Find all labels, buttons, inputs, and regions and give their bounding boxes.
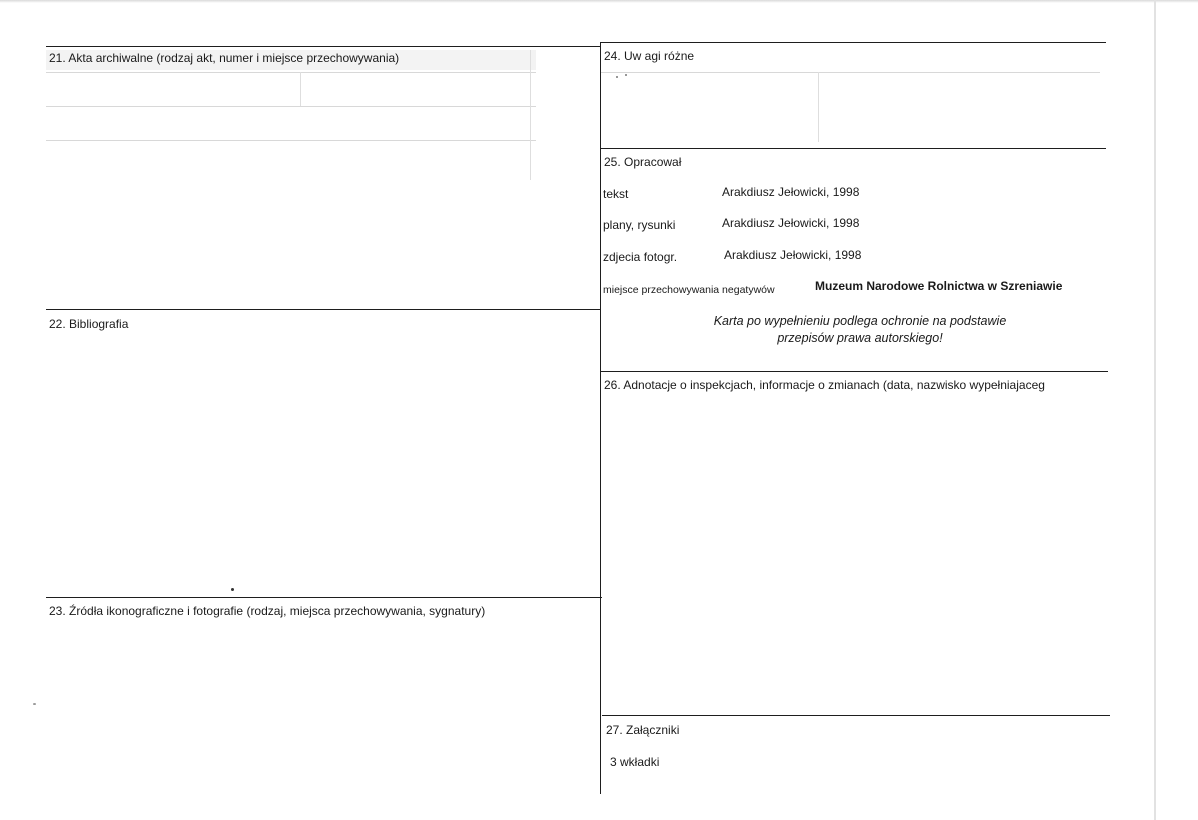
rule-top-left [46,46,600,47]
bleed-through-line [600,72,1100,73]
section-25-label: 25. Opracował [604,155,682,169]
scan-speck [616,76,618,78]
bleed-through-vline [300,72,301,106]
scan-top-edge [0,0,1198,3]
section-23-label: 23. Źródła ikonograficzne i fotografie (rodzaj, miejsca przechowywania, sygnatury) [49,604,486,618]
bleed-through-vline [530,50,531,180]
rule-26 [600,371,1108,372]
copyright-notice-line-1: Karta po wypełnieniu podlega ochronie na podstawie [713,314,1007,328]
section-24-label: 24. Uw agi różne [604,49,695,63]
scan-speck [231,588,234,591]
rule-top-right [600,42,1106,43]
section-22-label: 22. Bibliografia [49,317,129,331]
author-plans-field: plany, rysunki [603,218,676,232]
bleed-through-line [46,140,536,141]
author-photos-field: zdjecia fotogr. [603,250,678,264]
section-27-label: 27. Załączniki [606,723,680,737]
rule-25 [600,148,1106,149]
section-26-label: 26. Adnotacje o inspekcjach, informacje o zmianach (data, nazwisko wypełniajaceg [604,378,1045,392]
bleed-through-line [46,72,536,73]
rule-27 [602,715,1110,716]
scan-speck [625,74,627,76]
negatives-location-value: Muzeum Narodowe Rolnictwa w Szreniawie [815,279,1063,293]
negatives-location-field: miejsce przechowywania negatywów [603,284,775,296]
rule-23 [46,597,602,598]
bleed-through-line [46,106,536,107]
scan-speck [33,703,36,705]
rule-22 [46,309,600,310]
copyright-notice-line-2: przepisów prawa autorskiego! [777,331,943,345]
author-text-field: tekst [603,187,629,201]
author-plans-value: Arakdiusz Jełowicki, 1998 [722,216,860,230]
bleed-through-vline [818,72,819,142]
section-27-value: 3 wkładki [610,755,660,769]
scan-right-edge [1154,0,1156,820]
rule-center-vertical [600,42,601,794]
author-photos-value: Arakdiusz Jełowicki, 1998 [724,248,862,262]
section-21-label: 21. Akta archiwalne (rodzaj akt, numer i miejsce przechowywania) [49,51,400,65]
copyright-notice [620,313,1100,347]
author-text-value: Arakdiusz Jełowicki, 1998 [722,185,860,199]
